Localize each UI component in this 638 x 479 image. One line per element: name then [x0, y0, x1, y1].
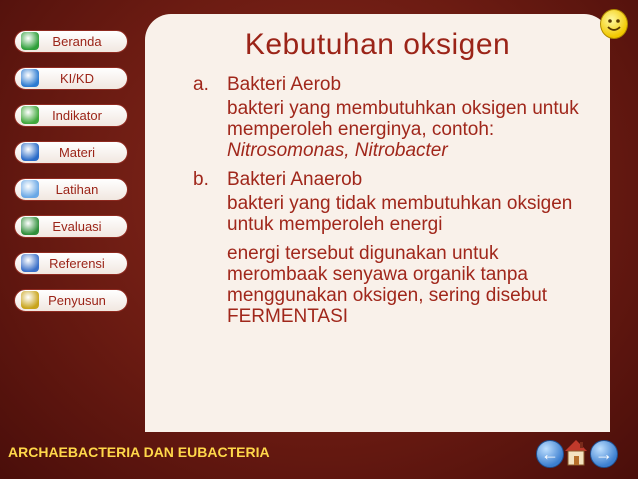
footer-title: ARCHAEBACTERIA DAN EUBACTERIA	[8, 444, 270, 460]
nav-button-label: Latihan	[55, 182, 99, 197]
nav-button-indikator[interactable]	[14, 104, 128, 127]
list-letter: b.	[193, 169, 209, 190]
nav-button-label: Beranda	[52, 34, 102, 49]
notepad-icon	[21, 180, 39, 198]
nav-button-label: KI/KD	[60, 71, 94, 86]
document-icon	[21, 69, 39, 87]
nav-button-latihan[interactable]	[14, 178, 128, 201]
list-item-heading	[193, 169, 603, 193]
nav-button-label: Evaluasi	[52, 219, 102, 234]
books-icon	[21, 254, 39, 272]
main-content	[193, 74, 603, 335]
list-heading-text: Bakteri Aerob	[227, 74, 342, 95]
list-heading-text: Bakteri Anaerob	[227, 169, 363, 190]
page-title: Kebutuhan oksigen	[244, 28, 511, 61]
arrow-right-icon[interactable]: →	[590, 440, 618, 468]
nav-button-label: Penyusun	[48, 293, 106, 308]
nav-button-ki-kd[interactable]	[14, 67, 128, 90]
nav-button-label: Materi	[58, 145, 96, 160]
globe-icon	[21, 32, 39, 50]
list-paragraph	[227, 193, 603, 235]
nav-button-beranda[interactable]	[14, 30, 128, 53]
home-icon[interactable]	[563, 437, 589, 467]
chart-icon	[21, 106, 39, 124]
arrow-left-icon[interactable]: ←	[536, 440, 564, 468]
paragraph-text: bakteri yang membutuhkan oksigen untuk memperoleh energinya, contoh:	[227, 98, 579, 140]
list-letter: a.	[193, 74, 209, 95]
paragraph-italic: Nitrosomonas, Nitrobacter	[227, 140, 448, 161]
pencil-icon	[21, 143, 39, 161]
list-paragraph	[227, 98, 603, 161]
paragraph-text: energi tersebut digunakan untuk merombaak senyawa organik tanpa menggunakan oksigen, sering disebut FERMENTASI	[227, 243, 548, 327]
list-paragraph	[227, 243, 603, 327]
list-item-heading	[193, 74, 603, 98]
nav-button-penyusun[interactable]	[14, 289, 128, 312]
nav-button-materi[interactable]	[14, 141, 128, 164]
nav-button-label: Referensi	[49, 256, 105, 271]
nav-button-label: Indikator	[52, 108, 102, 123]
nav-button-evaluasi[interactable]	[14, 215, 128, 238]
checkmark-icon	[21, 217, 39, 235]
pencil-paper-icon	[21, 291, 39, 309]
nav-button-referensi[interactable]	[14, 252, 128, 275]
paragraph-text: bakteri yang tidak membutuhkan oksigen untuk memperoleh energi	[227, 193, 573, 235]
